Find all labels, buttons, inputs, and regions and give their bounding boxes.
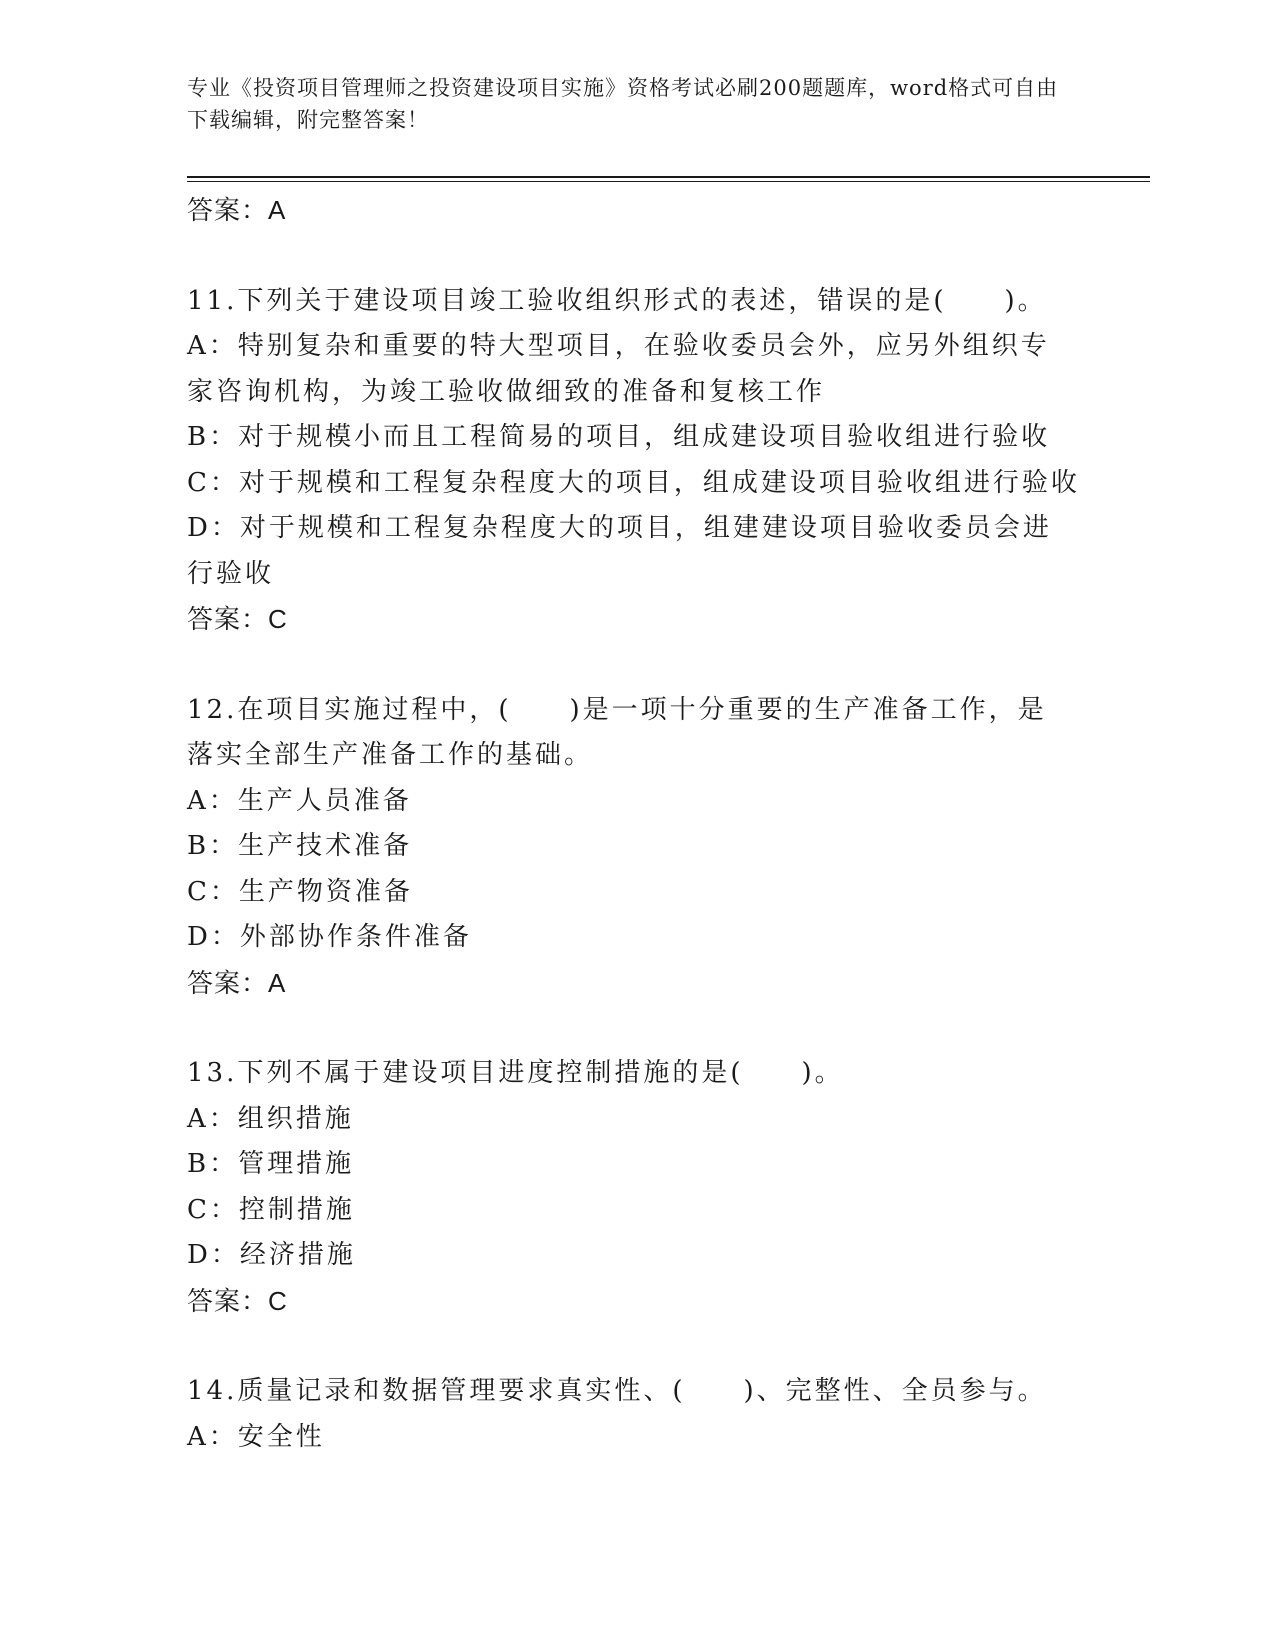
- question-list: [187, 188, 1087, 1460]
- spacer: [187, 1324, 1087, 1369]
- answer-line: 答案：A: [187, 967, 287, 998]
- option-b: B：生产技术准备: [187, 831, 413, 861]
- answer-line: 答案：C: [187, 604, 288, 634]
- header-divider-thick: [187, 176, 1150, 178]
- option-a: A：生产人员准备: [187, 785, 412, 816]
- option-c: C：生产物资准备: [187, 876, 413, 907]
- option-c: C：对于规模和工程复杂程度大的项目，组成建设项目验收组进行验收: [187, 467, 1080, 498]
- question-item: [187, 688, 1087, 1007]
- option-a: A：组织措施: [187, 1103, 354, 1134]
- option-a: A：安全性: [187, 1421, 325, 1452]
- option-d: D：外部协作条件准备: [187, 922, 472, 952]
- document-header: 专业《投资项目管理师之投资建设项目实施》资格考试必刷200题题库，word格式可自由下载编辑，附完整答案！: [187, 76, 1059, 132]
- option-d: D：经济措施: [187, 1240, 356, 1270]
- spacer: [187, 643, 1087, 688]
- question-stem: 13.下列不属于建设项目进度控制措施的是( )。: [187, 1058, 844, 1088]
- option-b: B：管理措施: [187, 1149, 355, 1179]
- spacer: [187, 234, 1087, 279]
- spacer: [187, 1006, 1087, 1051]
- question-item: [187, 1369, 1087, 1460]
- option-c: C：控制措施: [187, 1194, 355, 1225]
- question-stem: 12.在项目实施过程中，( )是一项十分重要的生产准备工作，是落实全部生产准备工作的基础。: [187, 694, 1047, 770]
- header-divider-thin: [187, 181, 1150, 182]
- option-d: D：对于规模和工程复杂程度大的项目，组建建设项目验收委员会进行验收: [187, 513, 1052, 589]
- option-b: B：对于规模小而且工程简易的项目，组成建设项目验收组进行验收: [187, 422, 1051, 452]
- option-a: A：特别复杂和重要的特大型项目，在验收委员会外，应另外组织专家咨询机构，为竣工验收做细致的准备和复核工作: [187, 331, 1050, 407]
- answer-line: 答案：A: [187, 195, 287, 225]
- question-stem: 14.质量记录和数据管理要求真实性、( )、完整性、全员参与。: [187, 1376, 1047, 1406]
- question-item: [187, 279, 1087, 643]
- question-stem: 11.下列关于建设项目竣工验收组织形式的表述，错误的是( )。: [187, 285, 1047, 316]
- answer-line: 答案：C: [187, 1285, 288, 1316]
- question-item: [187, 1051, 1087, 1324]
